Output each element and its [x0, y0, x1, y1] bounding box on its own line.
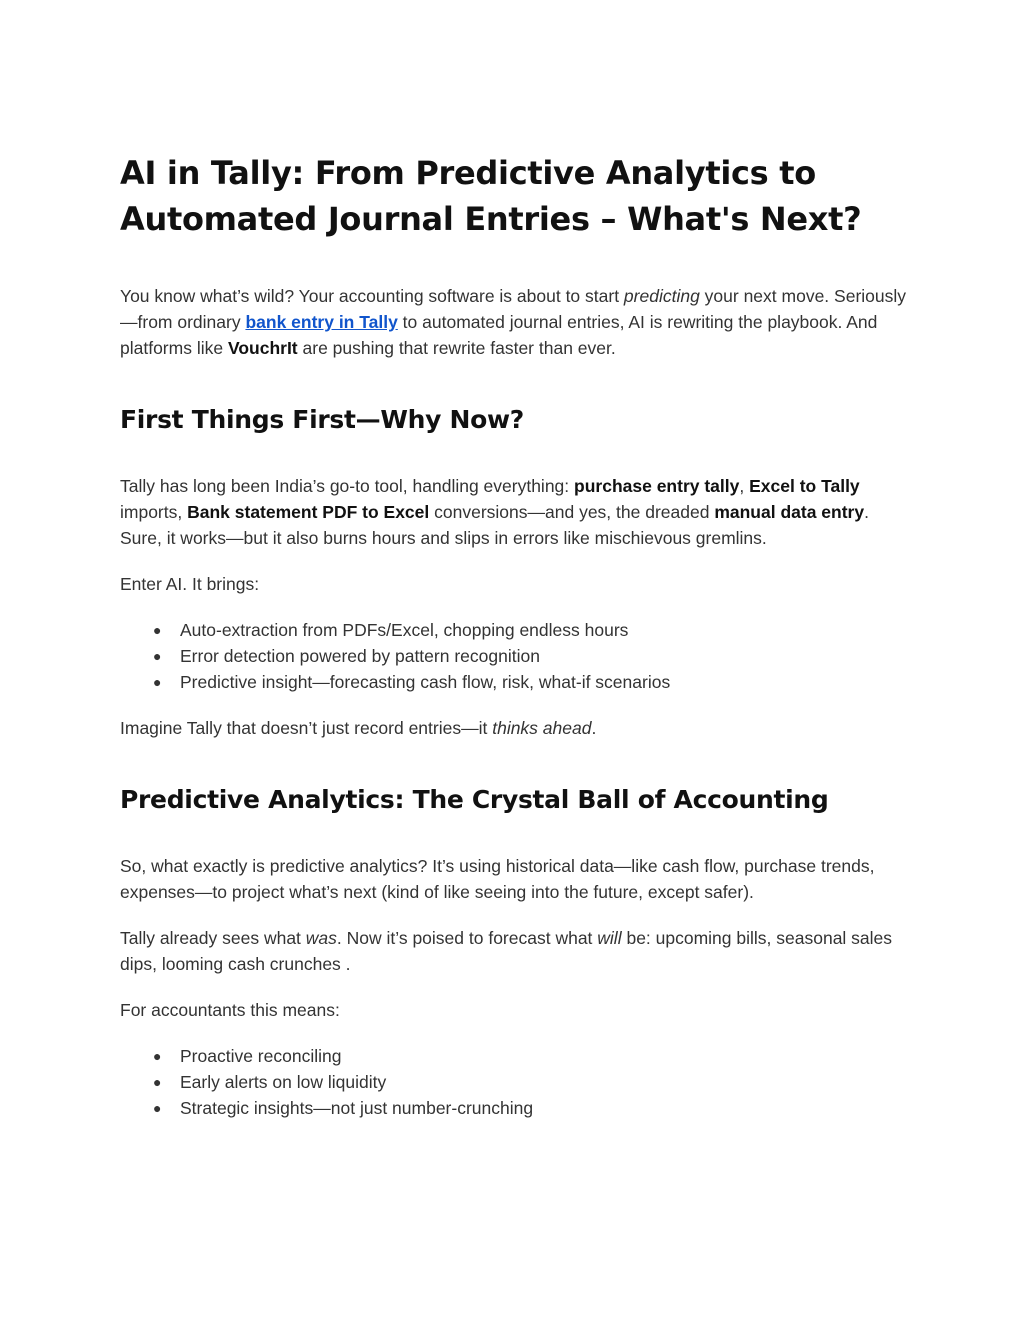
imagine-paragraph [120, 715, 910, 741]
section-heading-why-now: First Things First—Why Now? [120, 405, 524, 434]
emphasis-text: will [597, 928, 622, 948]
list-item [120, 643, 910, 669]
bullet-icon: ● [153, 1048, 162, 1064]
bold-term: Excel to Tally [749, 476, 860, 496]
bullet-icon: ● [153, 648, 162, 664]
text-run: conversions—and yes, the dreaded [429, 502, 715, 522]
page-title: AI in Tally: From Predictive Analytics to Automated Journal Entries – What's Next? [120, 154, 862, 238]
accountants-paragraph: For accountants this means: [120, 1000, 340, 1020]
enter-ai-paragraph: Enter AI. It brings: [120, 574, 260, 594]
emphasis-text: thinks ahead [492, 718, 592, 738]
text-run: . Now it’s poised to forecast what [336, 928, 598, 948]
ai-benefits-list [120, 617, 910, 695]
text-run: . [591, 718, 597, 738]
intro-emphasis: predicting [623, 286, 700, 306]
tally-paragraph [120, 473, 910, 551]
list-item-text: Error detection powered by pattern recognition [180, 646, 540, 666]
text-run: . Sure, it works—but it also burns hours and slips in errors like mischievous gremlins. [120, 502, 869, 548]
list-item [120, 1069, 910, 1095]
list-item-text: Proactive reconciling [180, 1046, 342, 1066]
forecast-paragraph [120, 925, 910, 977]
list-item-text: Strategic insights—not just number-crunching [180, 1098, 534, 1118]
text-run: , [739, 476, 750, 496]
bullet-icon: ● [153, 674, 162, 690]
intro-text-4: are pushing that rewrite faster than ever. [297, 338, 616, 358]
bullet-icon: ● [153, 622, 162, 638]
document-page [120, 150, 910, 1121]
section-heading-predictive-analytics: Predictive Analytics: The Crystal Ball of Accounting [120, 785, 829, 814]
intro-text-1: You know what’s wild? Your accounting software is about to start [120, 286, 624, 306]
list-item [120, 1095, 910, 1121]
bank-entry-in-tally-link[interactable]: bank entry in Tally [245, 312, 398, 332]
bullet-icon: ● [153, 1100, 162, 1116]
accountant-benefits-list [120, 1043, 910, 1121]
intro-text-2: your next move. Seriously—from ordinary [120, 286, 907, 332]
predictive-definition-paragraph: So, what exactly is predictive analytics? It’s using historical data—like cash flow, purchase trends, expenses—to project what’s next (kind of like seeing into the future, except safer). [120, 856, 875, 902]
text-run: be: upcoming bills, seasonal sales dips, looming cash crunches . [120, 928, 893, 974]
list-item-text: Predictive insight—forecasting cash flow, risk, what-if scenarios [180, 672, 671, 692]
list-item [120, 1043, 910, 1069]
list-item-text: Early alerts on low liquidity [180, 1072, 387, 1092]
bullet-icon: ● [153, 1074, 162, 1090]
list-item [120, 617, 910, 643]
bold-term: manual data entry [714, 502, 865, 522]
bold-term: purchase entry tally [574, 476, 740, 496]
brand-name: VouchrIt [227, 338, 298, 358]
list-item-text: Auto-extraction from PDFs/Excel, chopping endless hours [180, 620, 629, 640]
list-item [120, 669, 910, 695]
text-run: Imagine Tally that doesn’t just record entries—it [120, 718, 493, 738]
text-run: Tally already sees what [120, 928, 306, 948]
intro-paragraph [120, 283, 910, 361]
intro-text-3: to automated journal entries, AI is rewriting the playbook. And platforms like [120, 312, 878, 358]
text-run: Tally has long been India’s go-to tool, handling everything: [120, 476, 575, 496]
emphasis-text: was [305, 928, 337, 948]
text-run: imports, [120, 502, 188, 522]
bold-term: Bank statement PDF to Excel [187, 502, 430, 522]
